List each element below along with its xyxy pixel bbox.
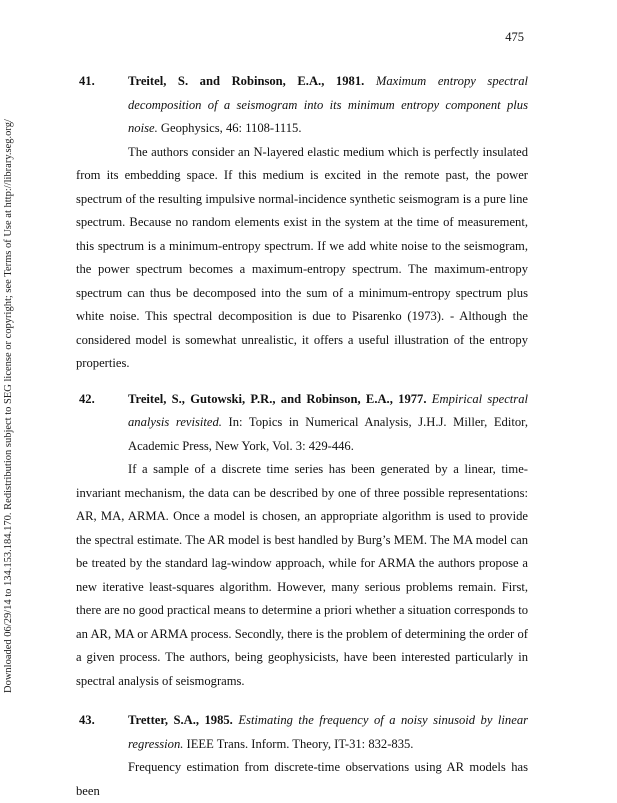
citation [76, 70, 528, 141]
entry-number: 43. [79, 713, 95, 727]
entry-abstract: If a sample of a discrete time series has been generated by a linear, time-invariant mechanism, the data can be described by one of three possible representations: AR, MA, ARMA. Once a model is chosen, an appropriate algorithm is used to provide the spectral estimate. The AR model is best handled by Burg’s MEM. The MA model can be treated by the standard lag-window approach, while for ARMA the authors propose a new iterative least-squares algorithm. However, many serious problems remain. First, there are no good practical means to determine a priori whether a situation corresponds to an AR, MA or ARMA process. Secondly, there is the problem of determining the order of a given process. The authors, being geophysicists, have been interested particularly in spectral analysis of seismograms. [76, 462, 528, 688]
citation-title: Empirical spectral analysis revisited. [128, 391, 529, 429]
citation [76, 709, 528, 756]
citation-title: Maximum entropy spectral decomposition of a seismogram into its minimum entropy component plus noise. [128, 74, 528, 135]
entry-41 [76, 70, 528, 376]
citation-source: In: Topics in Numerical Analysis, J.H.J. Miller, Editor, Academic Press, New York, Vol. 3: 429-446. [128, 415, 528, 453]
entry-abstract: The authors consider an N-layered elastic medium which is perfectly insulated from its embedding space. If this medium is excited in the remote past, the power spectrum of the resulting impulsive normal-incidence synthetic seismogram is a pure line spectrum. Because no random elements exist in the system at the time of measurement, this spectrum is a minimum-entropy spectrum. If we add white noise to the seismogram, the power spectrum becomes a maximum-entropy spectrum. The maximum-entropy spectrum can thus be decomposed into the sum of a minimum-entropy spectrum plus white noise. This spectral decomposition is due to Pisarenko (1973). - Although the considered model is somewhat unrealistic, it offers a useful illustration of the entropy properties. [76, 144, 528, 370]
entry-number: 41. [79, 74, 95, 88]
entry-43 [76, 709, 528, 803]
citation-authors: Treitel, S., Gutowski, P.R., and Robinson, E.A., 1977. [128, 391, 427, 406]
entry-42 [76, 388, 528, 694]
citation-source: IEEE Trans. Inform. Theory, IT-31: 832-835. [186, 736, 414, 751]
citation-authors: Tretter, S.A., 1985. [128, 713, 233, 727]
entry-number: 42. [79, 391, 95, 406]
citation [76, 388, 528, 459]
page-number: 475 [505, 30, 524, 44]
entry-abstract: Frequency estimation from discrete-time observations using AR models has been [76, 760, 528, 798]
bibliography-content [76, 70, 528, 803]
download-notice: Downloaded 06/29/14 to 134.153.184.170. Redistribution subject to SEG license or copyright; see Terms of Use at http://library.seg.org/ [3, 119, 14, 693]
citation-title: Estimating the frequency of a noisy sinusoid by linear regression. [128, 713, 529, 751]
citation-source: Geophysics, 46: 1108-1115. [160, 121, 302, 135]
citation-authors: Treitel, S. and Robinson, E.A., 1981. [128, 74, 365, 88]
